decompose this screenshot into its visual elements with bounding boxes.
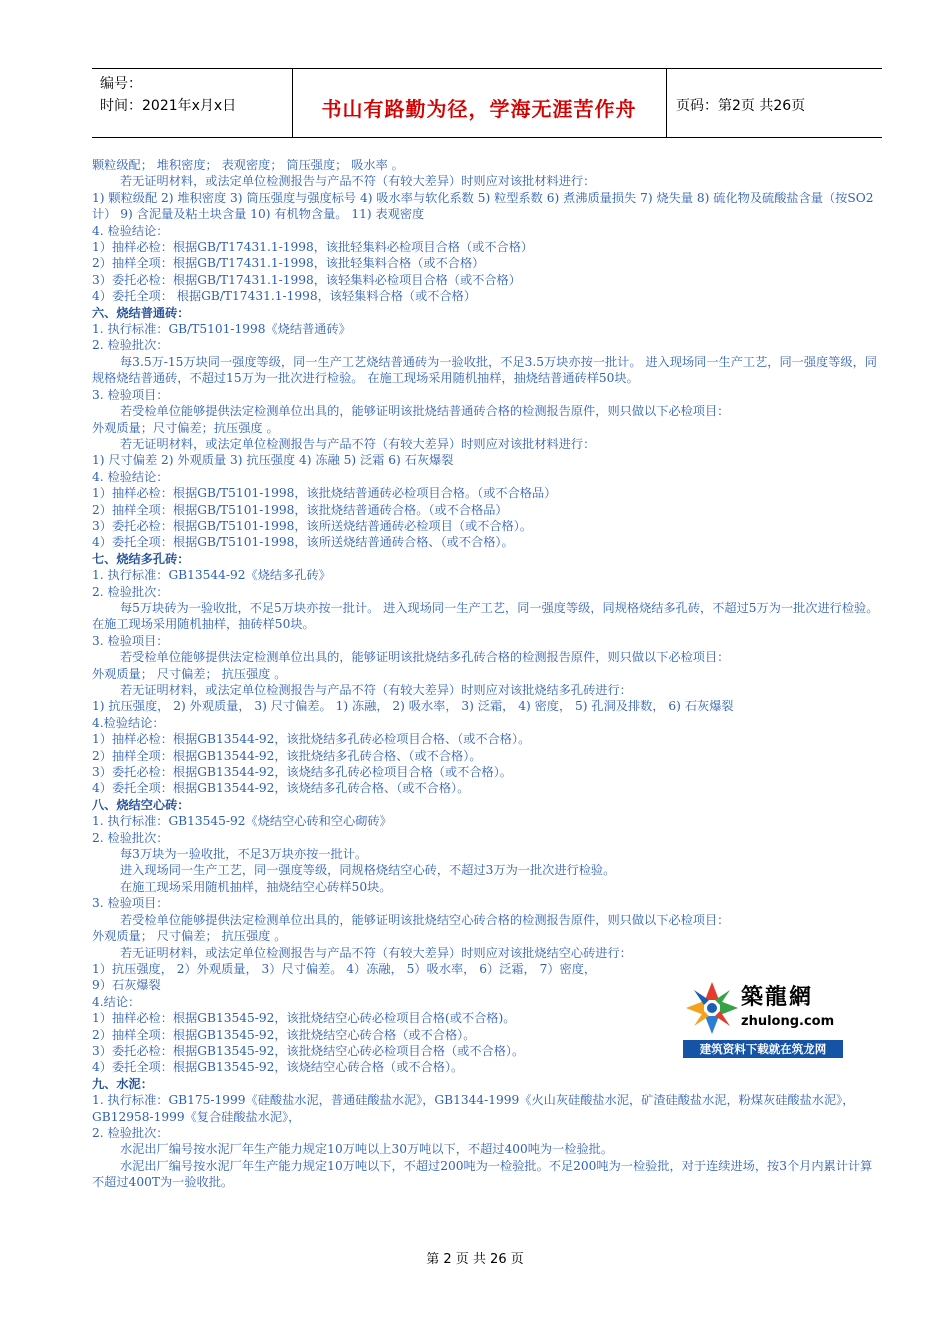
text-line: 水泥出厂编号按水泥厂年生产能力规定10万吨以上30万吨以下，不超过400吨为一检验批。 bbox=[120, 1142, 614, 1157]
text-line: 外观质量；尺寸偏差；抗压强度 。 bbox=[92, 420, 279, 435]
section-heading: 六、烧结普通砖： bbox=[92, 305, 190, 320]
header-meta-cell bbox=[92, 69, 293, 137]
text-line: 3. 检验项目： bbox=[92, 633, 169, 648]
text-line: 若无证明材料，或法定单位检测报告与产品不符（有较大差异）时则应对该批材料进行： bbox=[120, 436, 596, 451]
text-line: 若无证明材料，或法定单位检测报告与产品不符（有较大差异）时则应对该批材料进行： bbox=[120, 174, 596, 189]
text-line: 每3万块为一验收批，不足3万块亦按一批计。 bbox=[120, 847, 368, 862]
text-line: 2. 检验批次： bbox=[92, 1125, 169, 1140]
text-line: 4. 检验结论： bbox=[92, 469, 169, 484]
text-line: 1. 执行标准：GB175-1999《硅酸盐水泥，普通硅酸盐水泥》，GB1344-1999《火山灰硅酸盐水泥，矿渣硅酸盐水泥，粉煤灰硅酸盐水泥》，GB12958-1999《复合硅酸盐水泥》， bbox=[92, 1093, 855, 1124]
text-line: 1）抗压强度， 2）外观质量， 3）尺寸偏差。 4）冻融， 5）吸水率， 6）泛霜， 7）密度， bbox=[92, 961, 597, 976]
text-line: 每3.5万-15万块同一强度等级，同一生产工艺烧结普通砖为一验收批，不足3.5万块亦按一批计。 进入现场同一生产工艺，同一强度等级，同规格烧结普通砖，不超过15万为一批次进行检验。 在施工现场采用随机抽样，抽烧结普通砖样50块。 bbox=[92, 354, 877, 386]
logo-mark bbox=[683, 976, 843, 1040]
text-line: 2）抽样全项：根据GB13544-92，该批烧结多孔砖合格、（或不合格）。 bbox=[92, 748, 482, 763]
text-line: 3）委托必检：根据GB13544-92，该烧结多孔砖必检项目合格（或不合格）。 bbox=[92, 765, 512, 780]
time-label: 时间：2021年x月x日 bbox=[100, 98, 237, 114]
text-line: 9）石灰爆裂 bbox=[92, 978, 161, 993]
motto: 书山有路勤为径，学海无涯苦作舟 bbox=[321, 97, 637, 121]
page-code: 页码：第2页 共26页 bbox=[676, 98, 806, 114]
text-line: 1) 抗压强度， 2) 外观质量， 3) 尺寸偏差。 1) 冻融， 2) 吸水率， 3) 泛霜， 4) 密度， 5) 孔洞及排数， 6) 石灰爆裂 bbox=[92, 699, 734, 714]
text-line: 水泥出厂编号按水泥厂年生产能力规定10万吨以下，不超过200吨为一检验批。不足200吨为一检验批，对于连续进场，按3个月内累计计算不超过400T为一验收批。 bbox=[92, 1158, 873, 1190]
text-line: 1）抽样必检：根据GB13544-92，该批烧结多孔砖必检项目合格、（或不合格）。 bbox=[92, 732, 531, 747]
text-line: 4.结论： bbox=[92, 994, 141, 1009]
text-line: 4）委托全项：根据GB13545-92，该烧结空心砖合格（或不合格）。 bbox=[92, 1060, 464, 1075]
snowflake-icon bbox=[685, 978, 739, 1038]
text-line: 3）委托必检：根据GB13545-92，该批烧结空心砖必检项目合格（或不合格）。 bbox=[92, 1043, 525, 1058]
text-line: 1. 执行标准：GB13544-92《烧结多孔砖》 bbox=[92, 568, 331, 583]
text-line: 2. 检验批次： bbox=[92, 338, 169, 353]
text-line: 1) 颗粒级配 2) 堆积密度 3) 筒压强度与强度标号 4) 吸水率与软化系数 5) 粒型系数 6) 煮沸质量损失 7) 烧失量 8) 硫化物及硫酸盐含量（按SO2计） 9) 含泥量及粘土块含量 10) 有机物含量。 11) 表观密度 bbox=[92, 190, 874, 222]
text-line: 若无证明材料，或法定单位检测报告与产品不符（有较大差异）时则应对该批烧结多孔砖进行： bbox=[120, 683, 632, 697]
text-line: 3）委托必检：根据GB/T17431.1-1998，该轻集料必检项目合格（或不合格） bbox=[92, 272, 521, 287]
text-line: 颗粒级配； 堆积密度； 表观密度； 筒压强度； 吸水率 。 bbox=[92, 158, 404, 172]
text-line: 若受检单位能够提供法定检测单位出具的，能够证明该批烧结普通砖合格的检测报告原件，则只做以下必检项目： bbox=[120, 404, 730, 419]
id-label: 编号： bbox=[100, 76, 142, 92]
text-line: 1）抽样必检：根据GB/T17431.1-1998，该批轻集料必检项目合格（或不合格） bbox=[92, 240, 534, 255]
text-line: 若无证明材料，或法定单位检测报告与产品不符（有较大差异）时则应对该批烧结空心砖进行： bbox=[120, 945, 632, 960]
text-line: 3. 检验项目： bbox=[92, 896, 169, 911]
text-line: 2）抽样全项：根据GB/T5101-1998，该批烧结普通砖合格。（或不合格品） bbox=[92, 502, 508, 517]
text-line: 4）委托全项：根据GB/T5101-1998，该所送烧结普通砖合格、（或不合格）。 bbox=[92, 535, 514, 550]
text-line: 4.检验结论： bbox=[92, 715, 165, 730]
text-line: 若受检单位能够提供法定检测单位出具的，能够证明该批烧结空心砖合格的检测报告原件，则只做以下必检项目： bbox=[120, 912, 730, 927]
text-line: 每5万块砖为一验收批，不足5万块亦按一批计。 进入现场同一生产工艺，同一强度等级，同规格烧结多孔砖，不超过5万为一批次进行检验。 在施工现场采用随机抽样，抽砖样50块。 bbox=[92, 600, 879, 632]
text-line: 1. 执行标准：GB/T5101-1998《烧结普通砖》 bbox=[92, 322, 351, 337]
text-line: 2）抽样全项：根据GB/T17431.1-1998，该批轻集料合格（或不合格） bbox=[92, 256, 485, 271]
text-line: 进入现场同一生产工艺，同一强度等级，同规格烧结空心砖，不超过3万为一批次进行检验。 bbox=[120, 863, 616, 878]
logo-slogan: 建筑资料下载就在筑龙网 bbox=[683, 1040, 843, 1058]
text-line: 外观质量； 尺寸偏差； 抗压强度 。 bbox=[92, 666, 287, 681]
text-line: 3）委托必检：根据GB/T5101-1998，该所送烧结普通砖必检项目（或不合格）。 bbox=[92, 518, 532, 533]
section-heading: 九、水泥： bbox=[92, 1076, 153, 1091]
text-line: 3. 检验项目： bbox=[92, 387, 169, 402]
logo-en: zhulong.com bbox=[741, 1014, 835, 1029]
page-header bbox=[92, 68, 882, 138]
text-line: 1）抽样必检：根据GB/T5101-1998，该批烧结普通砖必检项目合格。（或不合格品） bbox=[92, 486, 557, 501]
zhulong-logo bbox=[683, 976, 843, 1058]
text-line: 2. 检验批次： bbox=[92, 584, 169, 599]
text-line: 1) 尺寸偏差 2) 外观质量 3) 抗压强度 4) 冻融 5) 泛霜 6) 石灰爆裂 bbox=[92, 453, 454, 468]
section-heading: 七、烧结多孔砖： bbox=[92, 551, 190, 566]
text-line: 4）委托全项：根据GB13544-92，该烧结多孔砖合格、（或不合格）。 bbox=[92, 781, 470, 796]
text-line: 2. 检验批次： bbox=[92, 830, 169, 845]
text-line: 1）抽样必检：根据GB13545-92，该批烧结空心砖必检项目合格(或不合格)。 bbox=[92, 1011, 516, 1026]
text-line: 外观质量； 尺寸偏差； 抗压强度 。 bbox=[92, 929, 287, 944]
text-line: 4）委托全项： 根据GB/T17431.1-1998，该轻集料合格（或不合格） bbox=[92, 289, 477, 304]
text-line: 在施工现场采用随机抽样，抽烧结空心砖样50块。 bbox=[120, 879, 392, 894]
text-line: 若受检单位能够提供法定检测单位出具的，能够证明该批烧结多孔砖合格的检测报告原件，则只做以下必检项目： bbox=[120, 650, 730, 665]
section-heading: 八、烧结空心砖： bbox=[92, 797, 190, 812]
text-line: 4. 检验结论： bbox=[92, 223, 169, 238]
logo-cn: 築龍網 bbox=[741, 984, 814, 1010]
header-page-cell bbox=[666, 69, 882, 137]
text-line: 1. 执行标准：GB13545-92《烧结空心砖和空心砌砖》 bbox=[92, 814, 392, 829]
header-motto-cell bbox=[292, 69, 667, 137]
text-line: 2）抽样全项：根据GB13545-92，该批烧结空心砖合格（或不合格）。 bbox=[92, 1027, 476, 1042]
page-footer: 第 2 页 共 26 页 bbox=[426, 1252, 524, 1267]
